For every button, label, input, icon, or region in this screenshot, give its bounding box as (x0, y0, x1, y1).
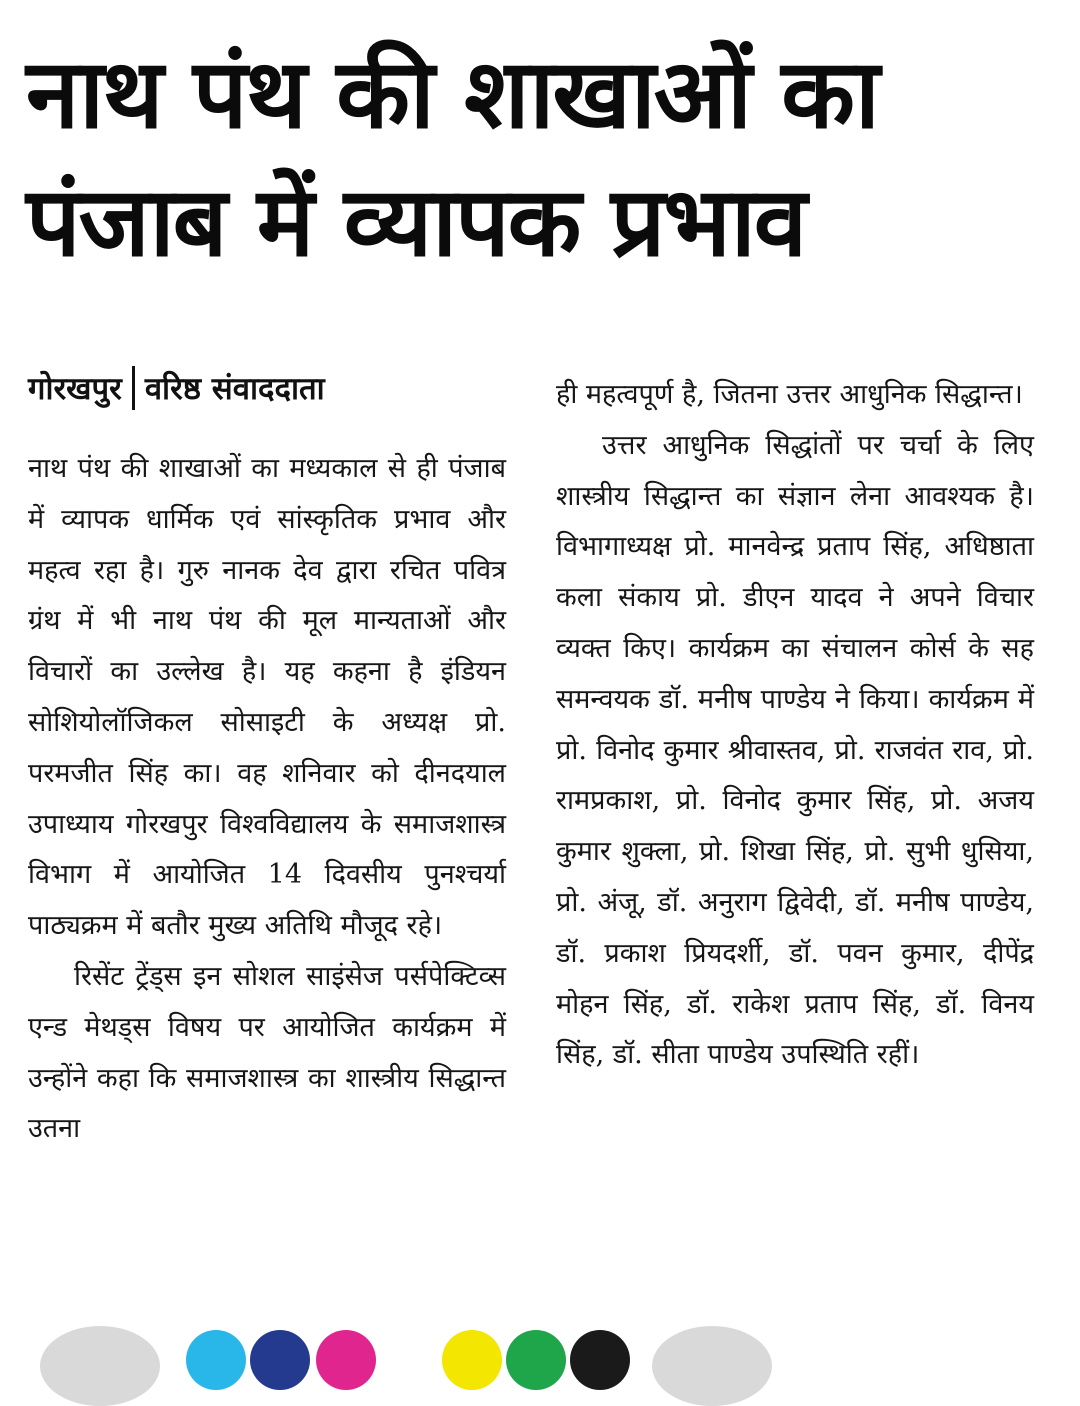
color-registration-strip (0, 1330, 1080, 1370)
color-swatch (506, 1330, 566, 1390)
byline (28, 360, 506, 416)
byline-reporter: वरिष्ठ संवाददाता (144, 371, 325, 407)
article-paragraph: नाथ पंथ की शाखाओं का मध्यकाल से ही पंजाब में व्यापक धार्मिक एवं सांस्कृतिक प्रभाव और महत्व रहा है। गुरु नानक देव द्वारा रचित पवित्र ग्रंथ में भी नाथ पंथ की मूल मान्यताओं और विचारों का उल्लेख है। यह कहना है इंडियन सोशियोलॉजिकल सोसाइटी के अध्यक्ष प्रो. परमजीत सिंह का। वह शनिवार को दीनदयाल उपाध्याय गोरखपुर विश्वविद्यालय के समाजशास्त्र विभाग में आयोजित 14 दिवसीय पुनश्चर्या पाठ्यक्रम में बतौर मुख्य अतिथि मौजूद रहे। (28, 453, 506, 942)
color-swatch (186, 1330, 246, 1390)
article-paragraph: रिसेंट ट्रेंड्स इन सोशल साइंसेज पर्सपेक्टिव्स एन्ड मेथड्स विषय पर आयोजित कार्यक्रम में उन्होंने कहा कि समाजशास्त्र का शास्त्रीय सिद्धान्त उतना (28, 960, 506, 1145)
registration-mark (40, 1326, 160, 1406)
article-paragraph: ही महत्वपूर्ण है, जितना उत्तर आधुनिक सिद्धान्त। (556, 379, 1023, 410)
color-swatch (316, 1330, 376, 1390)
article-column-left (28, 360, 506, 1155)
byline-divider (132, 366, 135, 410)
registration-mark (652, 1326, 772, 1406)
color-swatch (442, 1330, 502, 1390)
headline-line-2: पंजाब में व्यापक प्रभाव (26, 166, 806, 278)
headline (26, 30, 1056, 286)
color-swatch (250, 1330, 310, 1390)
article-column-right (556, 360, 1034, 1081)
article-paragraph: उत्तर आधुनिक सिद्धांतों पर चर्चा के लिए शास्त्रीय सिद्धान्त का संज्ञान लेना आवश्यक है। विभागाध्यक्ष प्रो. मानवेन्द्र प्रताप सिंह, अधिष्ठाता कला संकाय प्रो. डीएन यादव ने अपने विचार व्यक्त किए। कार्यक्रम का संचालन कोर्स के सह समन्वयक डॉ. मनीष पाण्डेय ने किया। कार्यक्रम में प्रो. विनोद कुमार श्रीवास्तव, प्रो. राजवंत राव, प्रो. रामप्रकाश, प्रो. विनोद कुमार सिंह, प्रो. अजय कुमार शुक्ला, प्रो. शिखा सिंह, प्रो. सुभी धुसिया, प्रो. अंजू, डॉ. अनुराग द्विवेदी, डॉ. मनीष पाण्डेय, डॉ. प्रकाश प्रियदर्शी, डॉ. पवन कुमार, दीपेंद्र मोहन सिंह, डॉ. राकेश प्रताप सिंह, डॉ. विनय सिंह, डॉ. सीता पाण्डेय उपस्थिति रहीं। (556, 429, 1034, 1071)
byline-location: गोरखपुर (28, 371, 122, 407)
color-swatch (570, 1330, 630, 1390)
headline-line-1: नाथ पंथ की शाखाओं का (26, 38, 878, 150)
